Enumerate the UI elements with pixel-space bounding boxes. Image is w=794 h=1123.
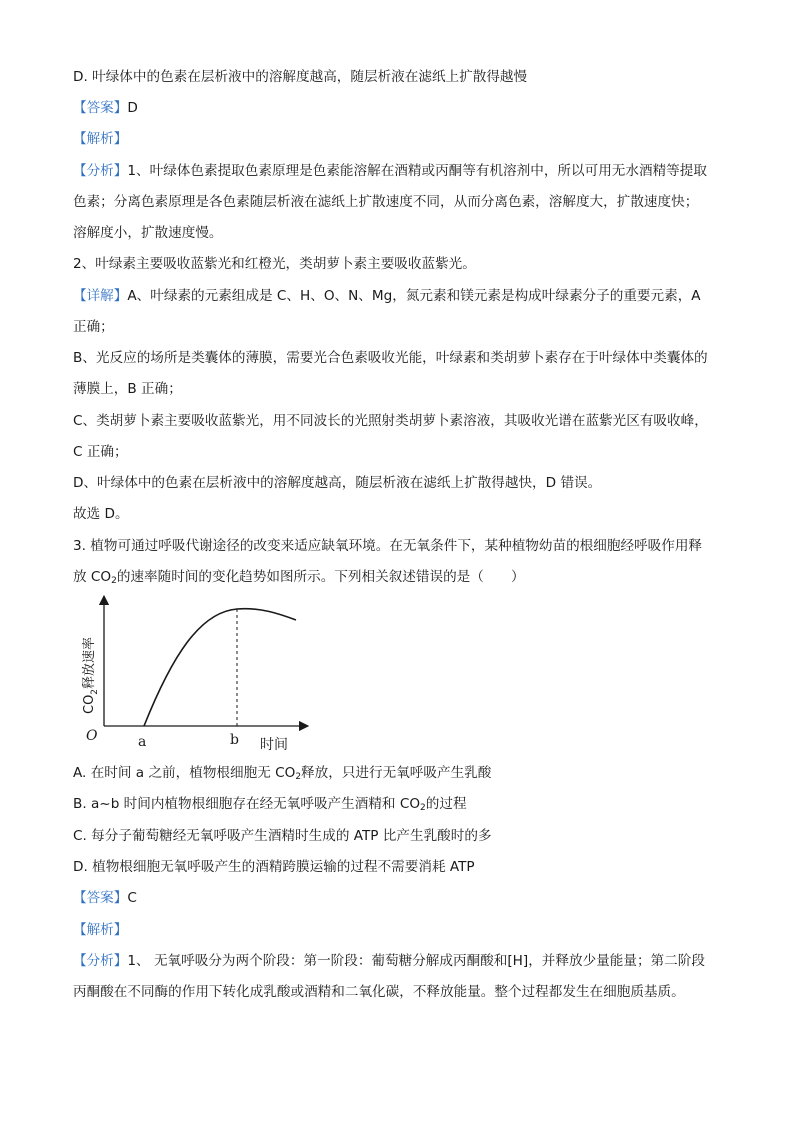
origin-label: O [86, 728, 98, 744]
analysis-line: 丙酮酸在不同酶的作用下转化成乳酸或酒精和二氧化碳，不释放能量。整个过程都发生在细胞质基质。 [73, 984, 685, 1000]
rate-curve [144, 609, 296, 726]
detail-line: 【详解】A、叶绿素的元素组成是 C、H、O、N、Mg，氮元素和镁元素是构成叶绿素分子的重要元素，A [73, 288, 701, 304]
analysis-line: 【分析】1、 无氧呼吸分为两个阶段：第一阶段：葡萄糖分解成丙酮酸和[H]，并释放少量能量；第二阶段 [73, 953, 705, 969]
detail-line: D、叶绿体中的色素在层析液中的溶解度越高，随层析液在滤纸上扩散得越快，D 错误。 [73, 475, 602, 491]
analysis-line: 溶解度小，扩散速度慢。 [73, 225, 223, 241]
tick-b-label: b [230, 732, 239, 748]
tick-a-label: a [138, 734, 147, 750]
x-axis-label: 时间 [260, 737, 288, 753]
detail-line: B、光反应的场所是类囊体的薄膜，需要光合色素吸收光能，叶绿素和类胡萝卜素存在于叶绿体中类囊体的 [73, 350, 708, 366]
option-c: C. 每分子葡萄糖经无氧呼吸产生酒精时生成的 ATP 比产生乳酸时的多 [73, 828, 492, 844]
answer-line: 【答案】C [73, 890, 137, 906]
option-b: B. a~b 时间内植物根细胞存在经无氧呼吸产生酒精和 $CO_2$的过程 [73, 796, 467, 813]
option-d: D. 植物根细胞无氧呼吸产生的酒精跨膜运输的过程不需要消耗 ATP [73, 859, 475, 875]
detail-line: 正确； [73, 319, 114, 335]
detail-line: C 正确； [73, 444, 128, 460]
detail-line: C、类胡萝卜素主要吸收蓝紫光，用不同波长的光照射类胡萝卜素溶液，其吸收光谱在蓝紫光区有吸收峰， [73, 413, 708, 429]
analysis-line: 2、叶绿素主要吸收蓝紫光和红橙光，类胡萝卜素主要吸收蓝紫光。 [73, 256, 476, 272]
analysis-heading: 【解析】 [73, 131, 128, 147]
analysis-line: 色素；分离色素原理是各色素随层析液在滤纸上扩散速度不同，从而分离色素，溶解度大，扩散速度快； [73, 194, 699, 210]
analysis-heading: 【解析】 [73, 922, 128, 938]
co2-release-rate-graph [80, 594, 310, 754]
answer-line: 【答案】D [73, 100, 138, 116]
option-d-prev: D. 叶绿体中的色素在层析液中的溶解度越高，随层析液在滤纸上扩散得越慢 [73, 69, 528, 85]
question-3-line: 3. 植物可通过呼吸代谢途径的改变来适应缺氧环境。在无氧条件下，某种植物幼苗的根细胞经呼吸作用释 [73, 538, 703, 554]
analysis-line: 【分析】1、叶绿体色素提取色素原理是色素能溶解在酒精或丙酮等有机溶剂中，所以可用无水酒精等提取 [73, 163, 707, 179]
detail-line: 薄膜上，B 正确； [73, 381, 182, 397]
y-axis-label: $CO_2$释放速率 [82, 636, 100, 714]
question-3-line: 放 $CO_2$的速率随时间的变化趋势如图所示。下列相关叙述错误的是（ ） [73, 569, 525, 586]
conclusion-line: 故选 D。 [73, 506, 129, 522]
option-a: A. 在时间 a 之前，植物根细胞无 $CO_2$释放，只进行无氧呼吸产生乳酸 [73, 765, 492, 782]
